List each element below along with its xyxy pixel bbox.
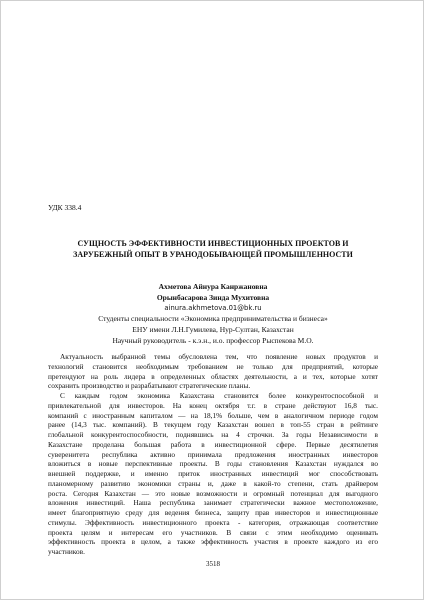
text-line: сохранить производство и разрабатывают стратегические планы.	[48, 381, 251, 391]
text-line: планомерному развитию экономики страны и, даже в какой-то степени, стать драйвером	[48, 478, 378, 488]
text-line: эффективность проекта в целом, а также эффективность участия в проекте каждого из его	[48, 537, 378, 547]
title-line: ЗАРУБЕЖНЫЙ ОПЫТ В УРАНОДОБЫВАЮЩЕЙ ПРОМЫШЛЕННОСТИ	[73, 249, 353, 259]
text-line: привлекательной для инвесторов. На конец октября т.г. в стране действуют 16,8 тыс.	[48, 400, 378, 410]
supervisor: Научный руководитель - к.э.н., и.о. профессор Рыспекова М.О.	[112, 335, 314, 345]
author-email: ainura.akhmetova.01@bk.ru	[164, 304, 262, 313]
text-line: Актуальность выбранной темы обусловлена тем, что появление новых продуктов и	[60, 352, 378, 361]
affiliation: Студенты специальности «Экономика предпринимательства и бизнеса»	[98, 314, 328, 324]
text-line: С каждым годом экономика Казахстана становится более конкурентоспособной и	[60, 391, 378, 400]
page-number: 3518	[206, 560, 220, 568]
author-name: Орынбасарова Зинда Мухитовна	[156, 292, 270, 302]
text-line: имеет благоприятную среду для ведения бизнеса, защиту прав инвесторов и инвестиционные	[48, 508, 378, 517]
text-line: Казахстане проделана большая работа в инвестиционной сфере. Первые десятилетия	[48, 439, 378, 449]
text-line: вложиться в новые перспективные проекты. В годы становления Казахстан нуждался во	[48, 459, 378, 469]
author-name: Ахметова Айнура Канржановна	[158, 282, 268, 291]
paragraph	[48, 391, 378, 557]
article-title	[51, 239, 375, 260]
text-line: компаний с иностранным капиталом — на 18,1% больше, чем в аналогичном периоде годом	[48, 410, 378, 420]
text-line: ранее (14,3 тыс. компаний). В текущем году Казахстан вошел в топ-55 стран в рейтинге	[48, 420, 378, 430]
text-line: участников.	[48, 547, 85, 556]
paragraph	[48, 352, 378, 391]
text-line: претендуют на роль лидера в определенных областях деятельности, а и тех, которые хотят	[48, 371, 378, 381]
udk-code: УДК 338.4	[48, 203, 82, 212]
article-body	[48, 352, 378, 557]
text-line: проекта целям и интересам его участников. В связи с этим необходимо оценивать	[48, 527, 378, 537]
affiliation: ЕНУ имени Л.Н.Гумилева, Нур-Султан, Казахстан	[132, 324, 294, 334]
text-line: стимулы. Эффективность инвестиционного проекта - категория, отражающая соответствие	[48, 517, 378, 527]
text-line: внешней поддержке, и именно приток иностранных инвестиций мог способствовать	[48, 469, 378, 478]
authors-block	[61, 282, 365, 346]
text-line: вложения инвестиций. Наша республика занимает стратегически важное местоположение,	[48, 498, 378, 508]
text-line: технологий становится необходимым требованием не только для предприятий, которые	[48, 361, 378, 371]
text-line: глобальной конкурентоспособности, поднявшись на 4 строчки. За годы Независимости в	[48, 430, 378, 439]
title-line: СУЩНОСТЬ ЭФФЕКТИВНОСТИ ИНВЕСТИЦИОННЫХ ПРОЕКТОВ И	[77, 239, 349, 248]
text-line: суверенитета республика активно принимала предложения иностранных инвесторов	[48, 449, 378, 459]
text-line: роста. Сегодня Казахстан — это новые возможности и огромный потенциал для выгодного	[48, 488, 378, 498]
